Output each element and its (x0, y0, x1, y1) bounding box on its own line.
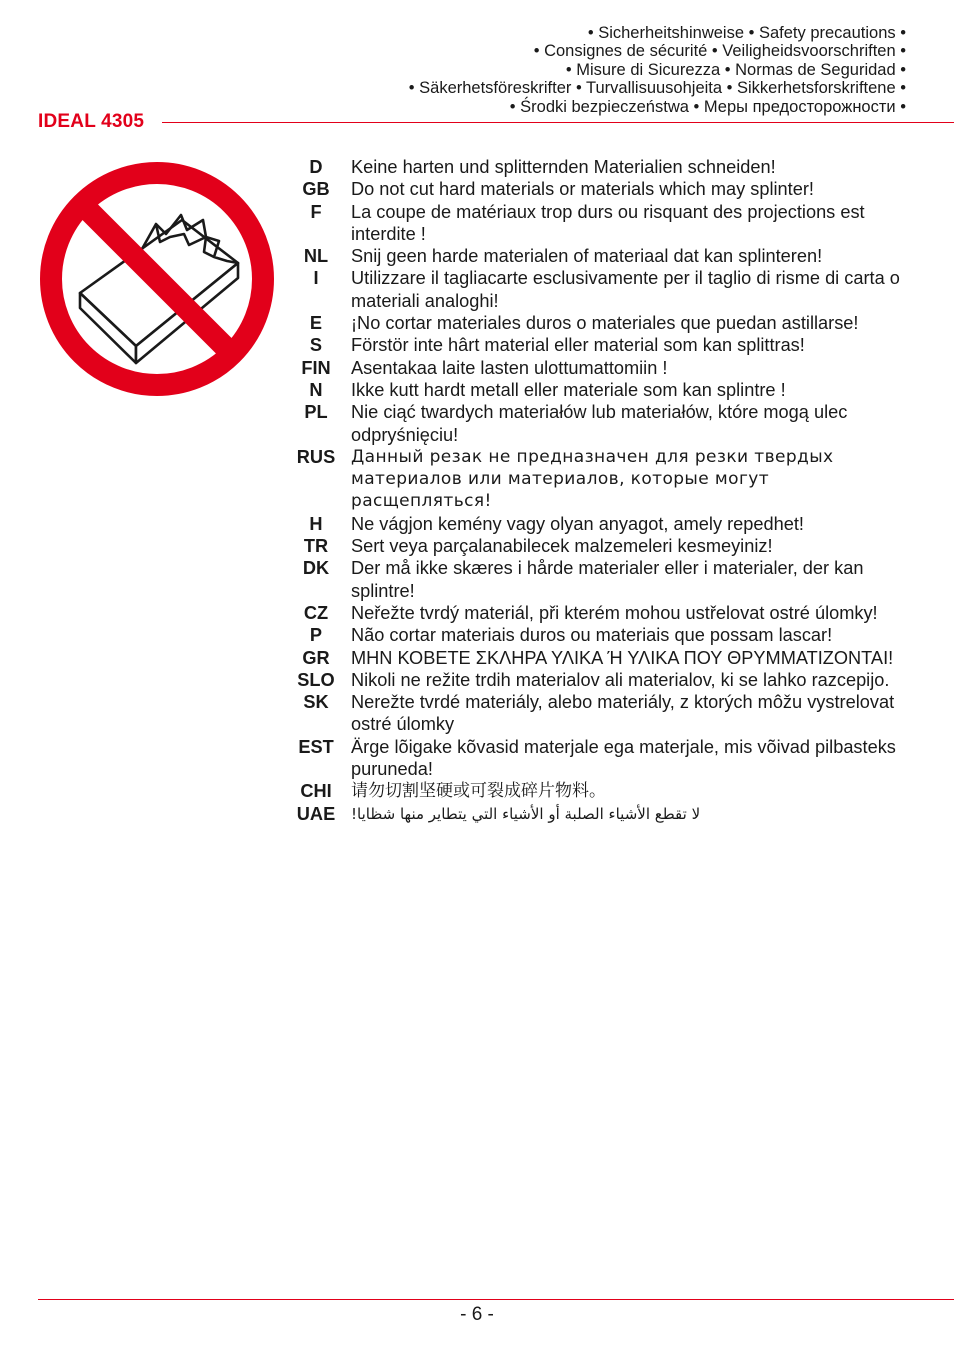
language-code: SK (303, 692, 329, 713)
warning-text: Förstör inte hârt material eller material som kan splittras! (351, 335, 805, 356)
warning-text: Ikke kutt hardt metall eller materiale som kan splintre ! (351, 379, 786, 400)
warning-text: لا تقطع الأشياء الصلبة أو الأشياء التي يتطاير منها شظايا! (351, 804, 701, 823)
language-code: F (310, 201, 322, 222)
language-code: H (309, 513, 323, 534)
safety-header (409, 24, 906, 116)
warning-item-rus (292, 446, 902, 513)
product-title: IDEAL 4305 (38, 111, 145, 132)
header-line: • Misure di Sicurezza • Normas de Seguridad • (565, 60, 906, 79)
warning-item-uae (292, 803, 902, 825)
language-code: E (309, 313, 323, 334)
language-code: FIN (301, 357, 331, 378)
warning-text: Данный резак не предназначен для резки твердых материалов или материалов, которые могут расщепляться! (351, 446, 834, 512)
warning-item-fin (292, 357, 902, 379)
header-line: • Środki bezpieczeństwa • Меры предосторожности • (509, 97, 906, 116)
warning-text: Do not cut hard materials or materials which may splinter! (351, 179, 814, 200)
warning-item-f (292, 201, 902, 246)
language-code: NL (303, 246, 329, 267)
header-line: • Consignes de sécurité • Veiligheidsvoorschriften • (533, 42, 906, 61)
warning-item-chi (292, 780, 902, 802)
warning-item-i (292, 267, 902, 312)
language-code: D (309, 157, 323, 177)
language-code: DK (302, 558, 330, 579)
language-code: UAE (296, 803, 336, 824)
warning-text: Der må ikke skæres i hårde materialer eller i materialer, der kan splintre! (351, 558, 864, 601)
warning-item-slo (292, 669, 902, 691)
warning-item-cz (292, 602, 902, 624)
warning-text: Utilizzare il tagliacarte esclusivamente per il taglio di risme di carta o materiali analoghi! (351, 268, 900, 311)
language-code: N (309, 379, 323, 400)
warning-text: Snij geen harde materialen of materiaal dat kan splinteren! (351, 246, 823, 267)
warning-item-gb (292, 178, 902, 200)
language-code: GB (302, 179, 330, 200)
language-code: RUS (296, 446, 336, 467)
header-line: • Säkerhetsföreskrifter • Turvallisuusohjeita • Sikkerhetsforskriftene • (408, 79, 906, 98)
warning-text: Nie ciąć twardych materiałów lub materiałów, które mogą ulec odpryśnięciu! (351, 402, 848, 445)
warning-item-s (292, 334, 902, 356)
warning-text: La coupe de matériaux trop durs ou risquant des projections est interdite ! (351, 201, 865, 244)
language-code: CHI (300, 781, 332, 802)
warning-item-tr (292, 535, 902, 557)
warning-text: Ärge lõigake kõvasid materjale ega materjale, mis võivad pilbasteks puruneda! (351, 736, 896, 780)
warning-item-e (292, 312, 902, 334)
warning-item-gr (292, 647, 902, 669)
language-code: EST (298, 736, 334, 757)
warning-text: Não cortar materiais duros ou materiais que possam lascar! (351, 625, 833, 646)
no-cutting-hard-materials-icon (38, 160, 276, 398)
language-code: PL (304, 402, 328, 423)
warning-item-d (292, 156, 902, 178)
warning-text: Asentakaa laite lasten ulottumattomiin ! (351, 357, 668, 378)
warning-text: Keine harten und splitternden Materialien schneiden! (351, 157, 776, 177)
warning-item-dk (292, 557, 902, 602)
warning-text: ¡No cortar materiales duros o materiales que puedan astillarse! (351, 313, 859, 334)
language-code: S (309, 335, 323, 356)
language-code: P (309, 625, 323, 646)
warning-item-est (292, 736, 902, 781)
warning-item-p (292, 624, 902, 646)
footer-divider (38, 1299, 954, 1300)
warning-item-sk (292, 691, 902, 736)
title-divider (162, 122, 954, 123)
warning-text: Nikoli ne režite trdih materialov ali materialov, ki se lahko razcepijo. (351, 669, 890, 690)
language-code: SLO (297, 669, 335, 690)
warning-text: ΜΗΝ ΚΟΒΕΤΕ ΣΚΛΗΡΑ ΥΛΙΚΑ Ή ΥΛΙΚΑ ΠΟΥ ΘΡΥΜΜΑΤΙΖΟΝΤΑΙ! (351, 647, 894, 668)
warning-text: Sert veya parçalanabilecek malzemeleri kesmeyiniz! (351, 536, 773, 557)
language-code: I (313, 268, 319, 289)
warning-item-pl (292, 401, 902, 446)
warning-item-n (292, 379, 902, 401)
warning-text: Neřežte tvrdý materiál, při kterém mohou ustřelovat ostré úlomky! (351, 602, 878, 623)
language-code: CZ (303, 602, 329, 623)
page-number: - 6 - (460, 1304, 494, 1325)
language-code: TR (303, 536, 329, 557)
warning-item-h (292, 513, 902, 535)
warning-item-nl (292, 245, 902, 267)
warning-text: Ne vágjon kemény vagy olyan anyagot, amely repedhet! (351, 513, 804, 534)
warning-text: Nerežte tvrdé materiály, alebo materiály, z ktorých môžu vystrelovat ostré úlomky (351, 692, 895, 735)
language-code: GR (302, 647, 330, 668)
header-line: • Sicherheitshinweise • Safety precautions • (587, 24, 906, 42)
warning-list (292, 156, 902, 825)
warning-text: 请勿切割坚硬或可裂成碎片物料。 (351, 781, 606, 802)
